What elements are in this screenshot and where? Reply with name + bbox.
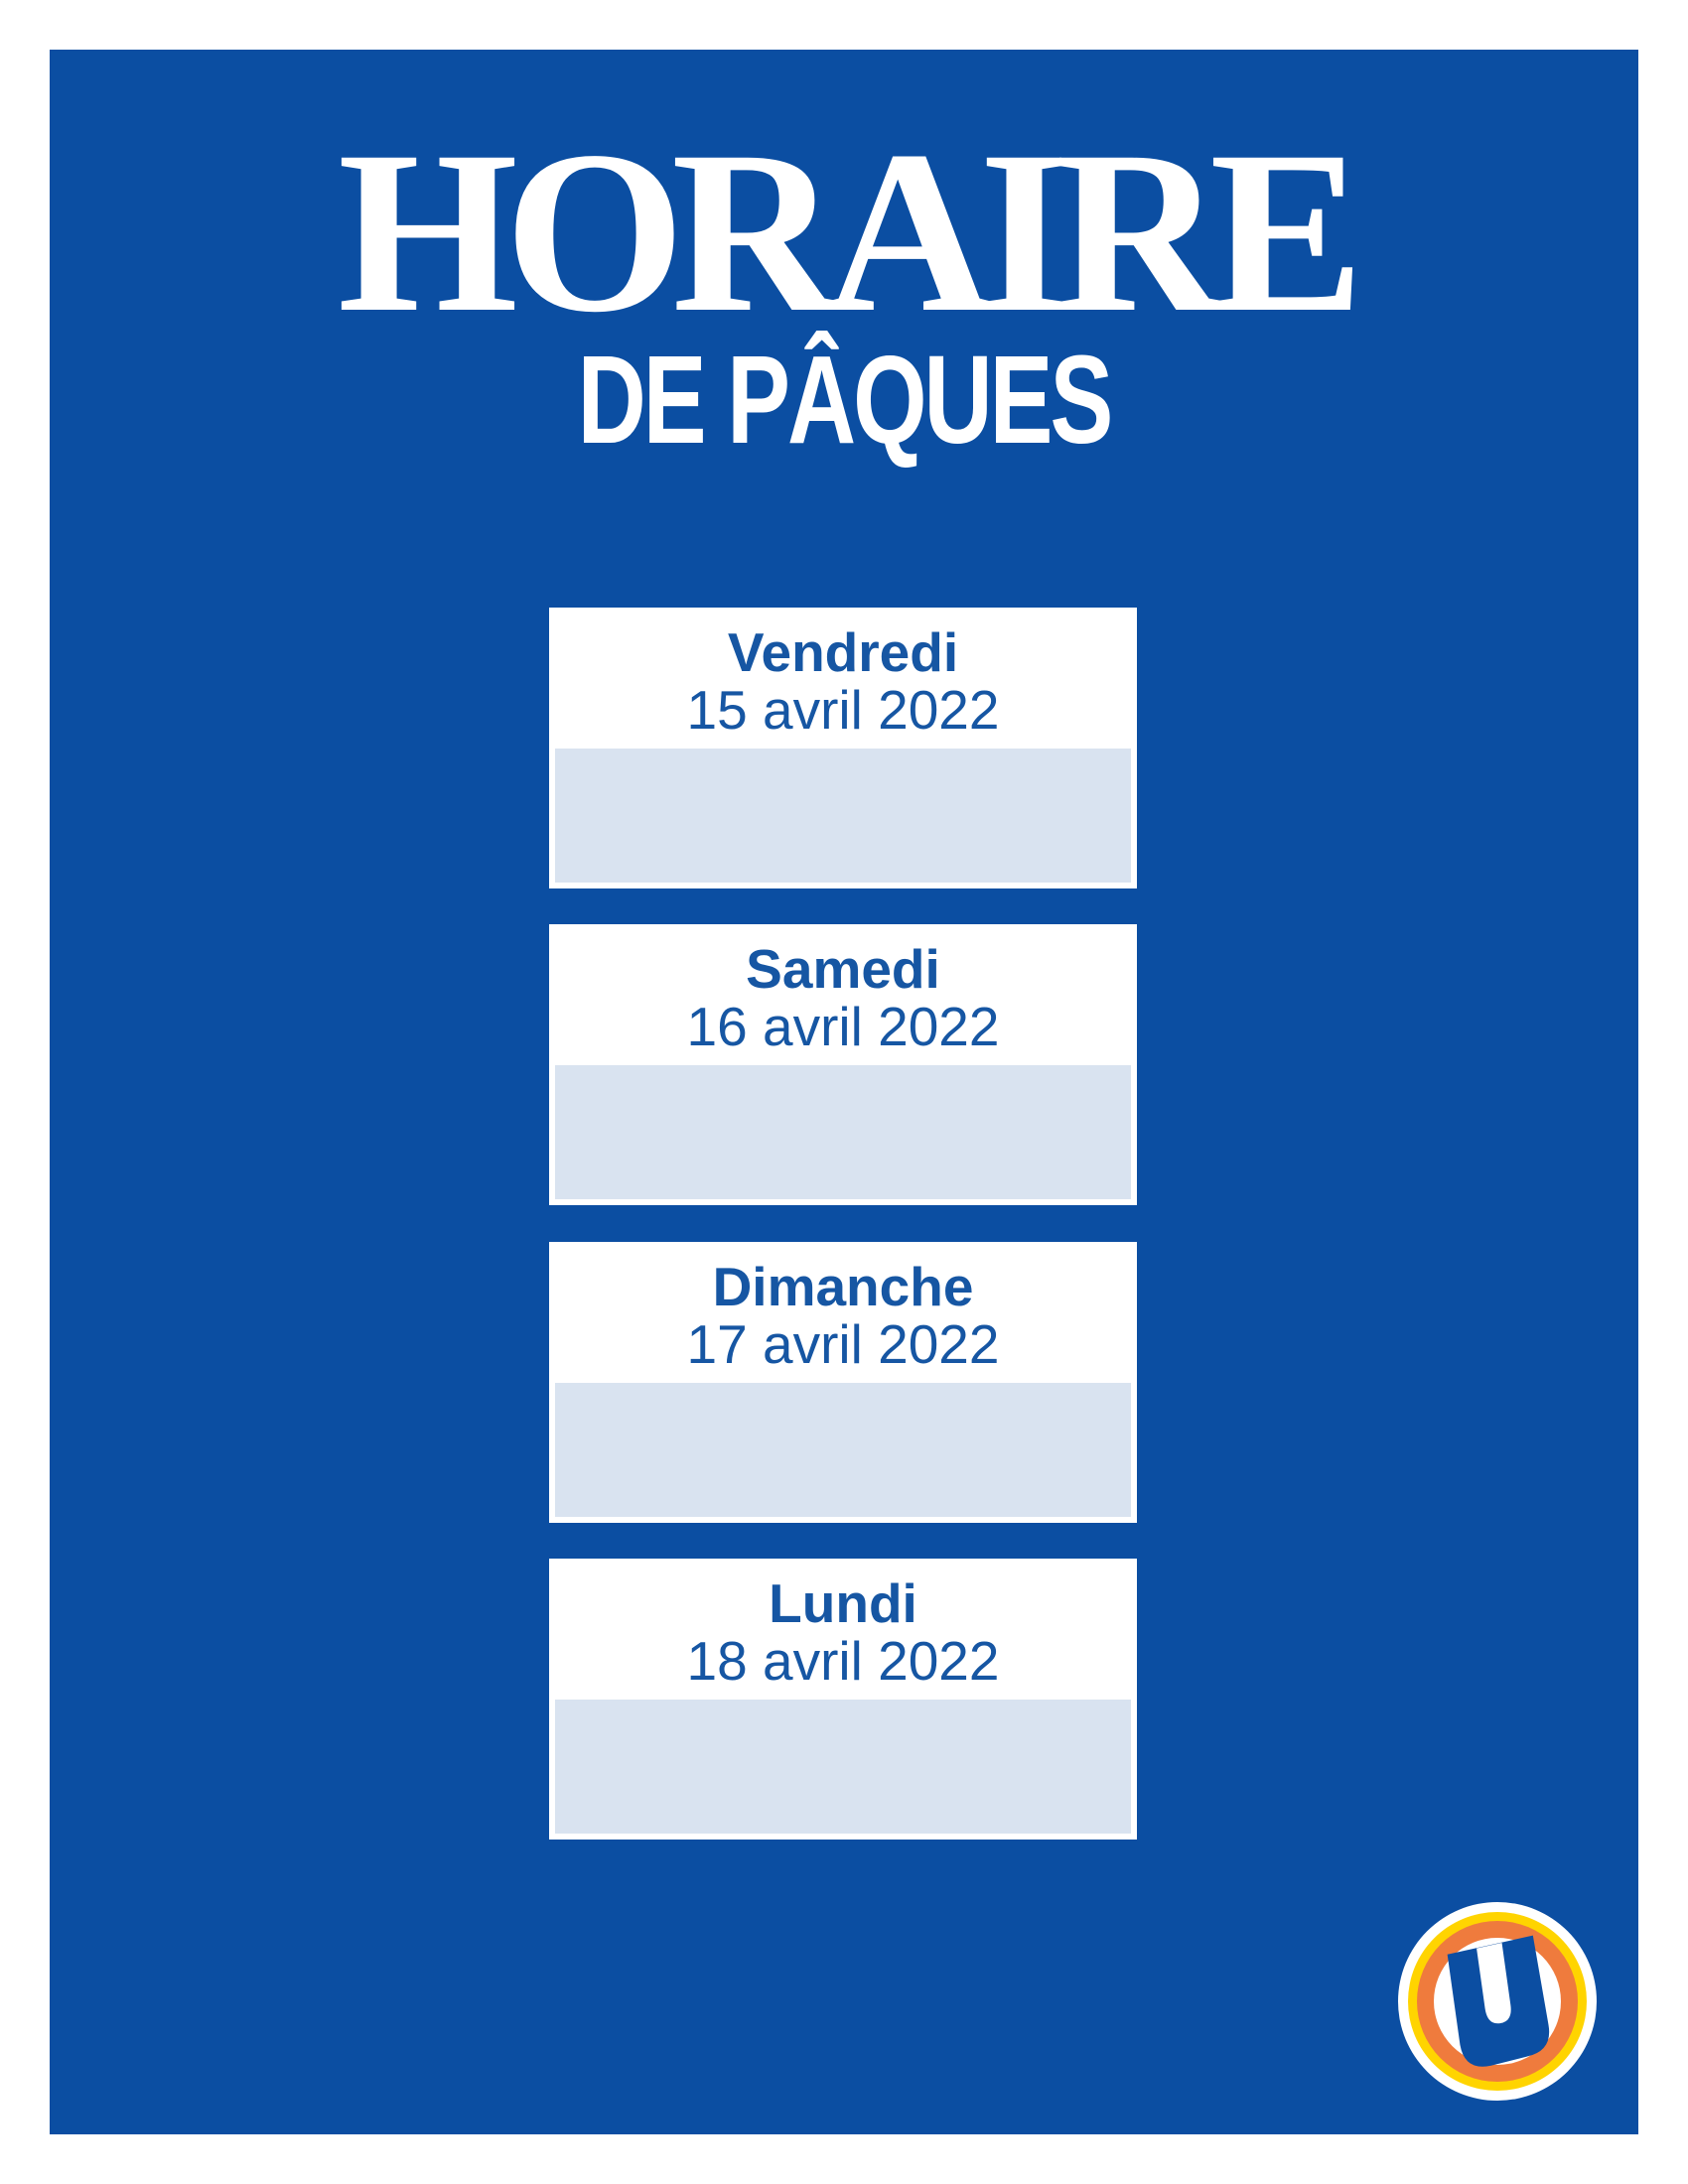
date-label: 18 avril 2022 xyxy=(686,1630,1000,1692)
page-title: HORAIRE xyxy=(337,102,1351,360)
card-header xyxy=(555,1559,1131,1700)
day-name-label: Samedi xyxy=(746,938,940,1000)
hours-panel xyxy=(555,749,1131,883)
page-subtitle: DE PÂQUES xyxy=(577,330,1111,470)
schedule-card-friday xyxy=(549,608,1137,888)
hours-panel xyxy=(555,1700,1131,1834)
schedule-card-saturday xyxy=(549,924,1137,1205)
card-header xyxy=(555,1242,1131,1383)
card-header xyxy=(555,924,1131,1065)
hours-panel xyxy=(555,1383,1131,1517)
day-name-label: Dimanche xyxy=(712,1256,974,1317)
date-label: 15 avril 2022 xyxy=(686,679,1000,741)
card-header xyxy=(555,608,1131,749)
day-name-label: Lundi xyxy=(769,1572,917,1634)
date-label: 16 avril 2022 xyxy=(686,996,1000,1057)
schedule-card-sunday xyxy=(549,1242,1137,1523)
schedule-card-monday xyxy=(549,1559,1137,1840)
hours-panel xyxy=(555,1065,1131,1199)
day-name-label: Vendredi xyxy=(727,621,959,683)
u-brand-logo-icon xyxy=(1398,1902,1597,2101)
date-label: 17 avril 2022 xyxy=(686,1313,1000,1375)
